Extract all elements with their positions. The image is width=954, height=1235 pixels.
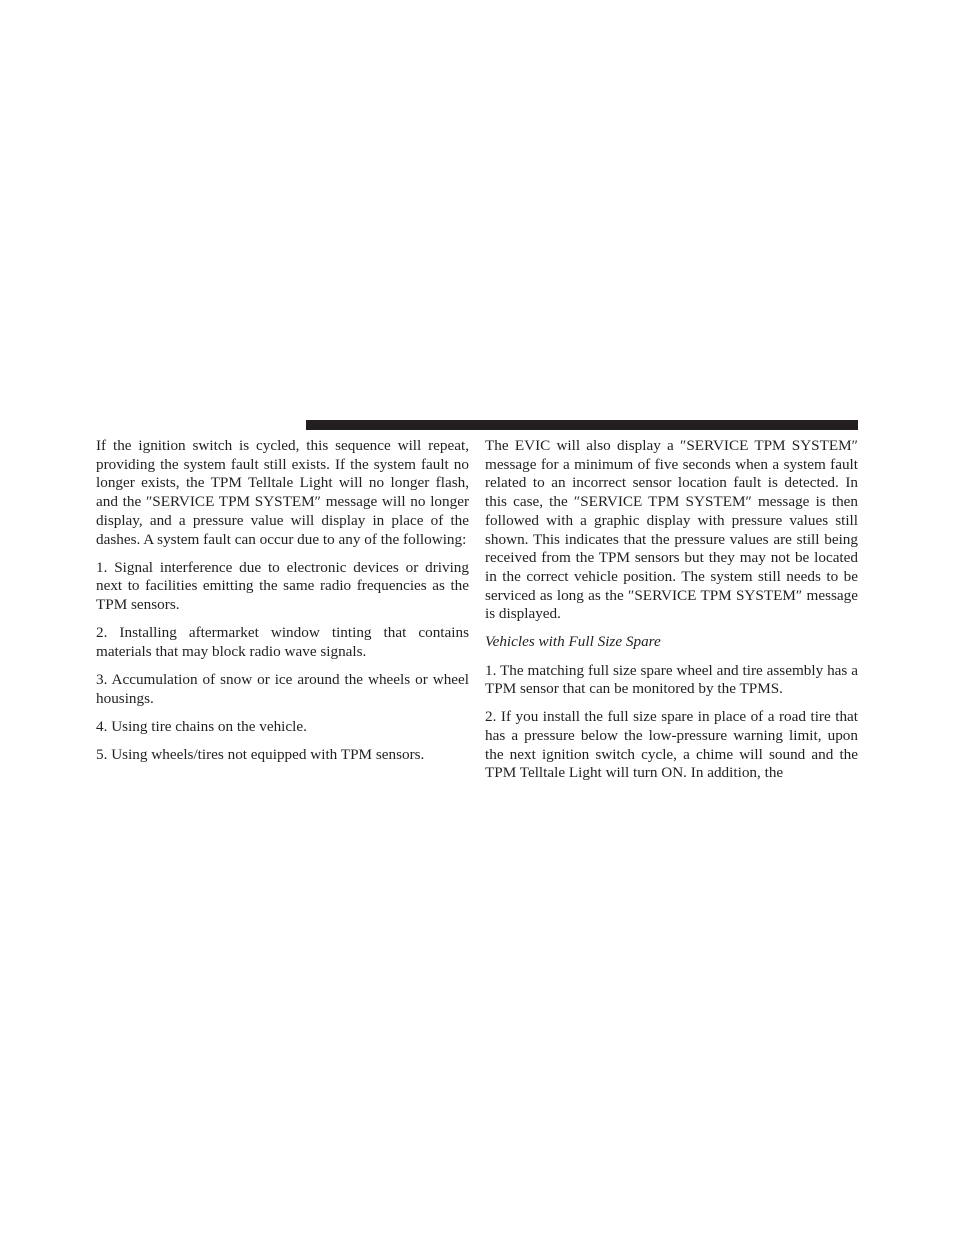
list-item-wheels-no-sensors: 5. Using wheels/tires not equipped with TPM sensors. [96, 745, 425, 763]
subheading-full-size-spare: Vehicles with Full Size Spare [485, 633, 661, 651]
left-column [96, 437, 469, 774]
right-column [485, 437, 858, 793]
list-item-snow-ice: 3. Accumulation of snow or ice around the wheels or wheel housings. [96, 670, 469, 707]
list-item-signal-interference: 1. Signal interference due to electronic devices or driving next to facilities emitting the same radio frequencies as the TPM sensors. [96, 558, 469, 614]
list-item-install-spare: 2. If you install the full size spare in place of a road tire that has a pressure below the low-pressure warning limit, upon the next ignition switch cycle, a chime will sound and the TPM Telltale Light will turn ON. In addition, the [485, 708, 858, 782]
list-item-spare-sensor: 1. The matching full size spare wheel and tire assembly has a TPM sensor that can be monitored by the TPMS. [485, 661, 858, 698]
section-header-rule [306, 420, 858, 430]
list-item-tire-chains: 4. Using tire chains on the vehicle. [96, 717, 307, 735]
paragraph-system-fault: If the ignition switch is cycled, this sequence will repeat, providing the system fault still exists. If the system fault no longer exists, the TPM Telltale Light will no longer flash, and the ″SERVICE TPM SYSTEM″ message will no longer display, and a pressure value will display in place of the dashes. A system fault can occur due to any of the following: [96, 437, 469, 548]
list-item-window-tinting: 2. Installing aftermarket window tinting that contains materials that may block radio wave signals. [96, 624, 469, 660]
paragraph-evic-display: The EVIC will also display a ″SERVICE TPM SYSTEM″ message for a minimum of five seconds when a system fault related to an incorrect sensor location fault is detected. In this case, the ″SERVICE TPM SYSTEM″ message is then followed with a graphic display with pressure values still shown. This indicates that the pressure values are still being received from the TPM sensors but they may not be located in the correct vehicle position. The system still needs to be serviced as long as the ″SERVICE TPM SYSTEM″ message is displayed. [485, 437, 858, 623]
